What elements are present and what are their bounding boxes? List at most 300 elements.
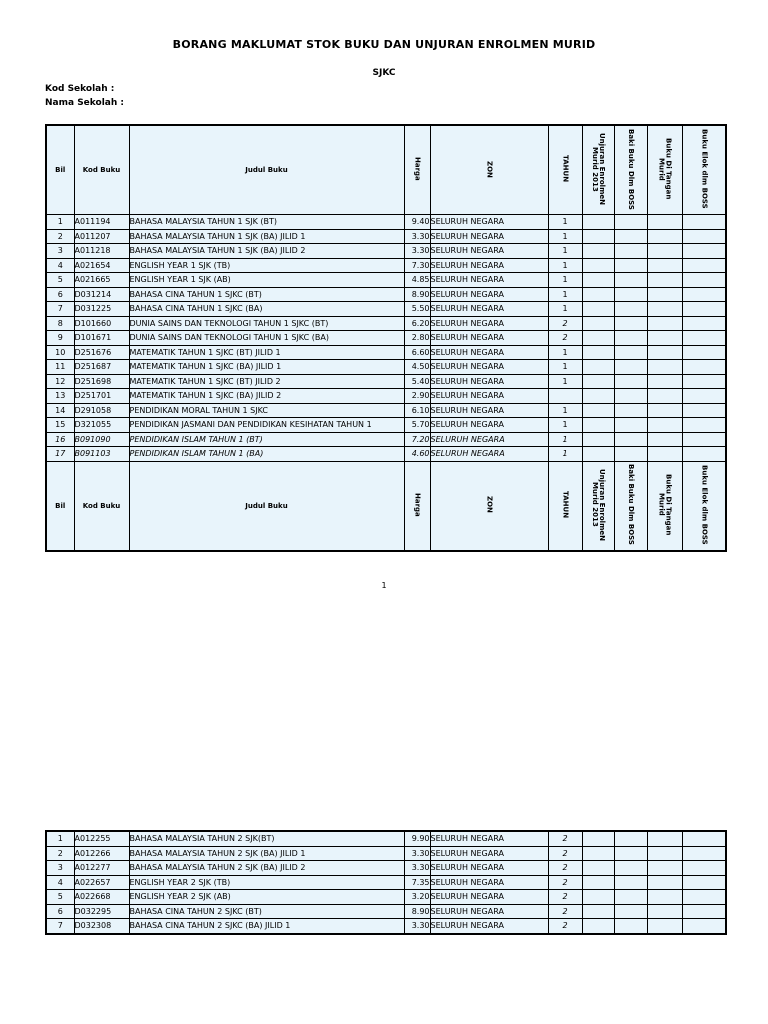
row-buku-di-tangan-cell[interactable] [647,273,682,288]
table-row [46,831,726,846]
row-harga: 8.90 [404,904,430,919]
table-body-year-2 [46,831,726,934]
row-judul-buku: BAHASA MALAYSIA TAHUN 1 SJK (BT) [129,215,404,230]
row-baki-cell[interactable] [614,316,647,331]
row-judul-buku: MATEMATIK TAHUN 1 SJKC (BT) JILID 2 [129,374,404,389]
row-baki-cell[interactable] [614,229,647,244]
row-tahun: 1 [548,273,582,288]
footer-header-unjuran-text: Unjuran EnrolmeN Murid 2013 [591,468,606,541]
row-buku-di-tangan-cell[interactable] [647,875,682,890]
table-row [46,904,726,919]
row-baki-cell[interactable] [614,331,647,346]
table-row [46,331,726,346]
row-baki-cell[interactable] [614,447,647,462]
row-harga: 5.50 [404,302,430,317]
row-bil: 13 [46,389,74,404]
table-row [46,215,726,230]
row-unjuran-cell[interactable] [582,403,614,418]
row-judul-buku: BAHASA MALAYSIA TAHUN 2 SJK (BA) JILID 1 [129,846,404,861]
row-buku-elok-cell[interactable] [682,403,726,418]
row-unjuran-cell[interactable] [582,273,614,288]
row-unjuran-cell[interactable] [582,389,614,404]
row-harga: 6.60 [404,345,430,360]
row-buku-elok-cell[interactable] [682,389,726,404]
row-buku-elok-cell[interactable] [682,345,726,360]
row-buku-elok-cell[interactable] [682,418,726,433]
row-kod-buku: B091103 [74,447,129,462]
row-bil: 1 [46,831,74,846]
row-buku-di-tangan-cell[interactable] [647,403,682,418]
row-judul-buku: BAHASA MALAYSIA TAHUN 2 SJK (BA) JILID 2 [129,861,404,876]
row-tahun [548,389,582,404]
table-row [46,302,726,317]
row-judul-buku: PENDIDIKAN ISLAM TAHUN 1 (BA) [129,447,404,462]
row-zon: SELURUH NEGARA [430,273,548,288]
row-zon: SELURUH NEGARA [430,890,548,905]
row-harga: 2.80 [404,331,430,346]
row-buku-elok-cell[interactable] [682,861,726,876]
row-tahun: 2 [548,331,582,346]
row-zon: SELURUH NEGARA [430,904,548,919]
header-kod-buku: Kod Buku [74,125,129,215]
school-type-subtitle: SJKC [372,68,396,78]
row-tahun: 2 [548,316,582,331]
row-zon: SELURUH NEGARA [430,345,548,360]
row-tahun: 2 [548,831,582,846]
footer-header-zon [430,461,548,551]
row-unjuran-cell[interactable] [582,258,614,273]
row-tahun: 1 [548,345,582,360]
header-zon [430,125,548,215]
row-harga: 8.90 [404,287,430,302]
row-kod-buku: D031225 [74,302,129,317]
row-buku-elok-cell[interactable] [682,831,726,846]
table-row [46,316,726,331]
table-row [46,244,726,259]
row-baki-cell[interactable] [614,861,647,876]
row-bil: 16 [46,432,74,447]
row-judul-buku: ENGLISH YEAR 1 SJK (TB) [129,258,404,273]
row-harga: 4.60 [404,447,430,462]
row-judul-buku: ENGLISH YEAR 2 SJK (AB) [129,890,404,905]
row-baki-cell[interactable] [614,831,647,846]
table-row [46,345,726,360]
row-buku-di-tangan-cell[interactable] [647,831,682,846]
row-kod-buku: A011207 [74,229,129,244]
row-kod-buku: D251698 [74,374,129,389]
table-row [46,287,726,302]
header-buku-elok [682,125,726,215]
footer-header-zon-text: ZON [485,496,494,513]
row-unjuran-cell[interactable] [582,331,614,346]
row-unjuran-cell[interactable] [582,904,614,919]
row-unjuran-cell[interactable] [582,861,614,876]
row-kod-buku: A012266 [74,846,129,861]
row-zon: SELURUH NEGARA [430,403,548,418]
row-harga: 3.30 [404,919,430,934]
row-kod-buku: D031214 [74,287,129,302]
row-tahun: 2 [548,919,582,934]
row-buku-di-tangan-cell[interactable] [647,861,682,876]
row-unjuran-cell[interactable] [582,846,614,861]
row-judul-buku: PENDIDIKAN ISLAM TAHUN 1 (BT) [129,432,404,447]
row-judul-buku: BAHASA MALAYSIA TAHUN 2 SJK(BT) [129,831,404,846]
row-kod-buku: A012255 [74,831,129,846]
footer-header-harga [404,461,430,551]
stock-table-year-2 [45,830,727,935]
row-kod-buku: A012277 [74,861,129,876]
row-buku-di-tangan-cell[interactable] [647,331,682,346]
header-baki [614,125,647,215]
row-unjuran-cell[interactable] [582,890,614,905]
row-tahun: 1 [548,403,582,418]
row-zon: SELURUH NEGARA [430,447,548,462]
row-buku-di-tangan-cell[interactable] [647,374,682,389]
nama-sekolah-label: Nama Sekolah : [45,98,125,108]
row-unjuran-cell[interactable] [582,447,614,462]
row-buku-elok-cell[interactable] [682,244,726,259]
header-baki-text: Baki Buku Dlm BOSS [627,128,635,210]
row-tahun: 1 [548,360,582,375]
row-bil: 17 [46,447,74,462]
row-bil: 4 [46,875,74,890]
kod-sekolah-label: Kod Sekolah : [45,84,115,94]
row-tahun: 1 [548,215,582,230]
footer-header-buku-elok [682,461,726,551]
table-row [46,360,726,375]
table-row [46,875,726,890]
row-zon: SELURUH NEGARA [430,244,548,259]
table-body-year-1 [46,215,726,462]
row-kod-buku: D101660 [74,316,129,331]
table-row [46,418,726,433]
row-buku-di-tangan-cell[interactable] [647,316,682,331]
row-harga: 3.30 [404,846,430,861]
row-baki-cell[interactable] [614,360,647,375]
row-bil: 6 [46,904,74,919]
table-row [46,389,726,404]
row-zon: SELURUH NEGARA [430,287,548,302]
row-tahun: 1 [548,287,582,302]
stock-table-year-1 [45,124,727,552]
row-judul-buku: DUNIA SAINS DAN TEKNOLOGI TAHUN 1 SJKC (BA) [129,331,404,346]
row-judul-buku: ENGLISH YEAR 2 SJK (TB) [129,875,404,890]
footer-header-harga-text: Harga [413,492,422,517]
row-zon: SELURUH NEGARA [430,316,548,331]
footer-header-buku-di-tangan-text: Buku Di Tangan Murid [657,473,673,536]
row-harga: 7.30 [404,258,430,273]
row-bil: 4 [46,258,74,273]
row-zon: SELURUH NEGARA [430,861,548,876]
table-row [46,258,726,273]
row-harga: 2.90 [404,389,430,404]
header-harga-text: Harga [413,157,422,181]
row-unjuran-cell[interactable] [582,244,614,259]
header-zon-text: ZON [485,160,494,178]
row-harga: 9.40 [404,215,430,230]
row-unjuran-cell[interactable] [582,215,614,230]
row-judul-buku: MATEMATIK TAHUN 1 SJKC (BA) JILID 1 [129,360,404,375]
row-buku-di-tangan-cell[interactable] [647,302,682,317]
table-footer-header-row [46,461,726,551]
row-judul-buku: BAHASA CINA TAHUN 2 SJKC (BT) [129,904,404,919]
row-buku-elok-cell[interactable] [682,374,726,389]
row-kod-buku: D251676 [74,345,129,360]
row-kod-buku: D251701 [74,389,129,404]
row-baki-cell[interactable] [614,432,647,447]
row-bil: 2 [46,229,74,244]
row-baki-cell[interactable] [614,215,647,230]
row-harga: 7.20 [404,432,430,447]
row-kod-buku: D321055 [74,418,129,433]
row-judul-buku: BAHASA CINA TAHUN 2 SJKC (BA) JILID 1 [129,919,404,934]
row-judul-buku: BAHASA CINA TAHUN 1 SJKC (BT) [129,287,404,302]
row-unjuran-cell[interactable] [582,302,614,317]
row-kod-buku: D291058 [74,403,129,418]
row-tahun: 1 [548,447,582,462]
table-row [46,447,726,462]
row-harga: 4.50 [404,360,430,375]
row-buku-di-tangan-cell[interactable] [647,919,682,934]
row-kod-buku: D251687 [74,360,129,375]
row-baki-cell[interactable] [614,890,647,905]
row-buku-elok-cell[interactable] [682,302,726,317]
row-buku-di-tangan-cell[interactable] [647,890,682,905]
row-buku-di-tangan-cell[interactable] [647,258,682,273]
row-kod-buku: D101671 [74,331,129,346]
row-judul-buku: PENDIDIKAN MORAL TAHUN 1 SJKC [129,403,404,418]
row-bil: 9 [46,331,74,346]
row-zon: SELURUH NEGARA [430,229,548,244]
row-zon: SELURUH NEGARA [430,875,548,890]
row-bil: 10 [46,345,74,360]
footer-header-tahun-text: TAHUN [561,490,570,519]
row-buku-elok-cell[interactable] [682,287,726,302]
row-buku-elok-cell[interactable] [682,919,726,934]
row-unjuran-cell[interactable] [582,374,614,389]
row-bil: 5 [46,890,74,905]
row-kod-buku: A011218 [74,244,129,259]
row-judul-buku: BAHASA MALAYSIA TAHUN 1 SJK (BA) JILID 2 [129,244,404,259]
table-row [46,229,726,244]
row-judul-buku: BAHASA CINA TAHUN 1 SJKC (BA) [129,302,404,317]
row-buku-di-tangan-cell[interactable] [647,215,682,230]
row-bil: 3 [46,861,74,876]
header-tahun [548,125,582,215]
row-kod-buku: D032308 [74,919,129,934]
row-bil: 11 [46,360,74,375]
row-unjuran-cell[interactable] [582,316,614,331]
header-tahun-text: TAHUN [561,155,570,183]
row-baki-cell[interactable] [614,389,647,404]
footer-header-buku-elok-text: Buku Elok dlm BOSS [700,464,709,545]
footer-header-judul-buku: Judul Buku [129,461,404,551]
row-buku-di-tangan-cell[interactable] [647,244,682,259]
row-baki-cell[interactable] [614,345,647,360]
row-bil: 1 [46,215,74,230]
row-judul-buku: PENDIDIKAN JASMANI DAN PENDIDIKAN KESIHATAN TAHUN 1 [129,418,404,433]
row-harga: 5.70 [404,418,430,433]
row-unjuran-cell[interactable] [582,418,614,433]
row-harga: 4.85 [404,273,430,288]
row-unjuran-cell[interactable] [582,360,614,375]
row-zon: SELURUH NEGARA [430,258,548,273]
table-row [46,919,726,934]
row-tahun: 2 [548,904,582,919]
row-bil: 15 [46,418,74,433]
header-harga [404,125,430,215]
row-buku-elok-cell[interactable] [682,904,726,919]
row-zon: SELURUH NEGARA [430,302,548,317]
row-kod-buku: A021654 [74,258,129,273]
row-buku-elok-cell[interactable] [682,229,726,244]
row-zon: SELURUH NEGARA [430,831,548,846]
row-buku-di-tangan-cell[interactable] [647,389,682,404]
row-zon: SELURUH NEGARA [430,374,548,389]
row-buku-di-tangan-cell[interactable] [647,904,682,919]
row-harga: 7.35 [404,875,430,890]
row-buku-di-tangan-cell[interactable] [647,432,682,447]
row-buku-elok-cell[interactable] [682,846,726,861]
footer-header-baki-text: Baki Buku Dlm BOSS [627,464,635,545]
row-bil: 3 [46,244,74,259]
row-buku-di-tangan-cell[interactable] [647,229,682,244]
row-tahun: 2 [548,890,582,905]
row-tahun: 2 [548,861,582,876]
header-buku-elok-text: Buku Elok dlm BOSS [700,129,709,209]
row-buku-di-tangan-cell[interactable] [647,846,682,861]
row-zon: SELURUH NEGARA [430,418,548,433]
row-baki-cell[interactable] [614,244,647,259]
row-buku-elok-cell[interactable] [682,331,726,346]
row-unjuran-cell[interactable] [582,831,614,846]
row-baki-cell[interactable] [614,258,647,273]
row-unjuran-cell[interactable] [582,345,614,360]
row-baki-cell[interactable] [614,273,647,288]
row-baki-cell[interactable] [614,302,647,317]
row-buku-elok-cell[interactable] [682,890,726,905]
table-header-row [46,125,726,215]
row-zon: SELURUH NEGARA [430,919,548,934]
row-baki-cell[interactable] [614,287,647,302]
footer-header-bil: Bil [46,461,74,551]
row-unjuran-cell[interactable] [582,229,614,244]
row-bil: 7 [46,919,74,934]
row-harga: 5.40 [404,374,430,389]
table-row [46,846,726,861]
footer-header-tahun [548,461,582,551]
row-buku-elok-cell[interactable] [682,258,726,273]
row-tahun: 1 [548,244,582,259]
row-bil: 7 [46,302,74,317]
row-tahun: 1 [548,258,582,273]
row-harga: 9.90 [404,831,430,846]
row-harga: 3.30 [404,244,430,259]
row-zon: SELURUH NEGARA [430,331,548,346]
row-bil: 12 [46,374,74,389]
row-buku-elok-cell[interactable] [682,316,726,331]
header-judul-buku: Judul Buku [129,125,404,215]
table-row [46,273,726,288]
row-buku-di-tangan-cell[interactable] [647,447,682,462]
row-zon: SELURUH NEGARA [430,432,548,447]
header-bil: Bil [46,125,74,215]
row-bil: 14 [46,403,74,418]
row-zon: SELURUH NEGARA [430,846,548,861]
row-baki-cell[interactable] [614,919,647,934]
table-row [46,403,726,418]
table-row [46,374,726,389]
row-harga: 6.10 [404,403,430,418]
page-number: 1 [381,581,387,590]
footer-header-buku-di-tangan [647,461,682,551]
row-buku-elok-cell[interactable] [682,360,726,375]
row-baki-cell[interactable] [614,904,647,919]
footer-header-kod-buku: Kod Buku [74,461,129,551]
row-harga: 3.20 [404,890,430,905]
row-baki-cell[interactable] [614,846,647,861]
page-title: BORANG MAKLUMAT STOK BUKU DAN UNJURAN ENROLMEN MURID [172,38,596,51]
row-zon: SELURUH NEGARA [430,215,548,230]
row-buku-di-tangan-cell[interactable] [647,287,682,302]
table-row [46,432,726,447]
row-tahun: 1 [548,302,582,317]
header-unjuran [582,125,614,215]
header-buku-di-tangan [647,125,682,215]
row-bil: 2 [46,846,74,861]
row-buku-elok-cell[interactable] [682,432,726,447]
row-buku-di-tangan-cell[interactable] [647,360,682,375]
row-unjuran-cell[interactable] [582,287,614,302]
row-kod-buku: B091090 [74,432,129,447]
row-unjuran-cell[interactable] [582,432,614,447]
table-row [46,890,726,905]
row-unjuran-cell[interactable] [582,875,614,890]
row-kod-buku: D032295 [74,904,129,919]
row-buku-elok-cell[interactable] [682,215,726,230]
row-baki-cell[interactable] [614,418,647,433]
row-judul-buku: MATEMATIK TAHUN 1 SJKC (BT) JILID 1 [129,345,404,360]
row-harga: 3.30 [404,861,430,876]
row-tahun: 1 [548,418,582,433]
row-judul-buku: ENGLISH YEAR 1 SJK (AB) [129,273,404,288]
row-tahun: 1 [548,432,582,447]
row-baki-cell[interactable] [614,403,647,418]
row-bil: 8 [46,316,74,331]
row-bil: 6 [46,287,74,302]
row-judul-buku: BAHASA MALAYSIA TAHUN 1 SJK (BA) JILID 1 [129,229,404,244]
row-buku-elok-cell[interactable] [682,273,726,288]
row-judul-buku: MATEMATIK TAHUN 1 SJKC (BA) JILID 2 [129,389,404,404]
row-baki-cell[interactable] [614,374,647,389]
row-harga: 6.20 [404,316,430,331]
row-buku-elok-cell[interactable] [682,875,726,890]
row-tahun: 1 [548,374,582,389]
row-bil: 5 [46,273,74,288]
row-baki-cell[interactable] [614,875,647,890]
row-buku-di-tangan-cell[interactable] [647,418,682,433]
row-unjuran-cell[interactable] [582,919,614,934]
header-buku-di-tangan-text: Buku Di Tangan Murid [657,138,673,200]
row-zon: SELURUH NEGARA [430,389,548,404]
row-kod-buku: A022657 [74,875,129,890]
header-unjuran-text: Unjuran EnrolmeN Murid 2013 [591,133,606,205]
row-tahun: 1 [548,229,582,244]
row-buku-elok-cell[interactable] [682,447,726,462]
row-tahun: 2 [548,875,582,890]
row-harga: 3.30 [404,229,430,244]
row-buku-di-tangan-cell[interactable] [647,345,682,360]
